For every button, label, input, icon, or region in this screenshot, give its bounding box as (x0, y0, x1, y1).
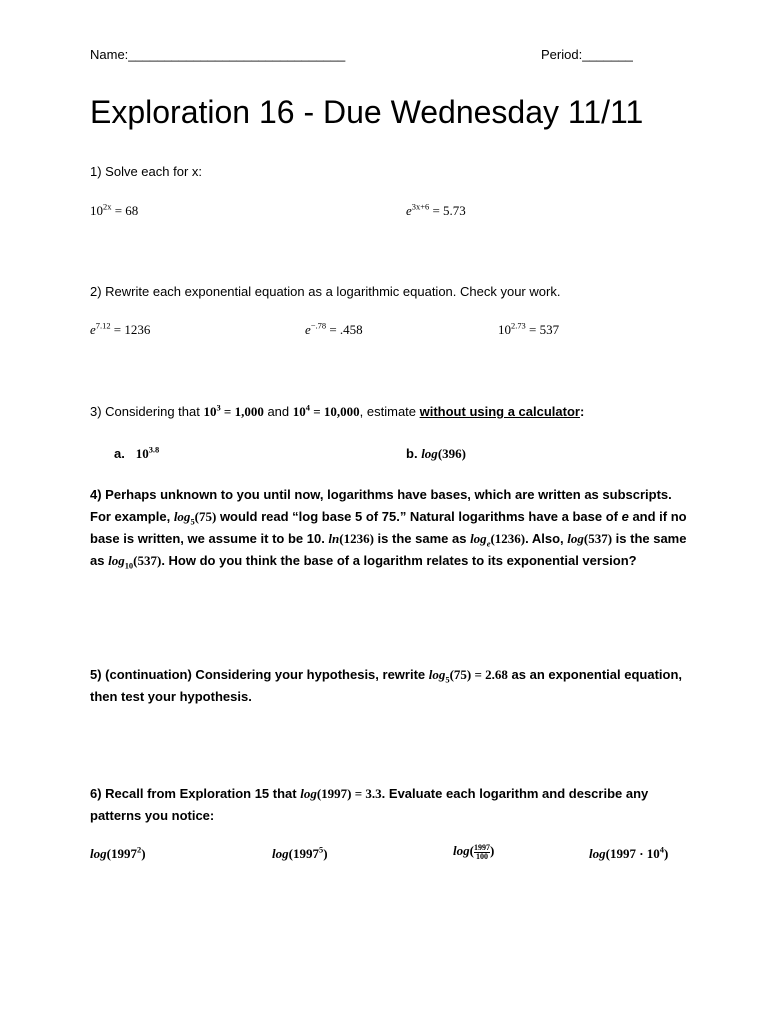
q3-part-a: a. $10^{3.8}$ (114, 444, 160, 461)
q4-paragraph: 4) Perhaps unknown to you until now, logarithms have bases, which are written as subscripts. For example, $\log_5(75)$ would read “log base 5 of 75.” Natural logarithms have a base of e and if no base is written, we assume it to be 10. ln(1236) is the same as $\log_e(1236)$. Also, log(537) is the same as $\log_{10}(537)$. How do you think the base of a logarithm relates to its exponential version? (90, 487, 687, 571)
q2-prompt: 2) Rewrite each exponential equation as a logarithmic equation. Check your work. (90, 284, 561, 299)
q5-paragraph: 5) (continuation) Considering your hypothesis, rewrite $\log_5(75) = 2.68$ as an exponential equation, then test your hypothesis. (90, 667, 683, 704)
q1-prompt: 1) Solve each for x: (90, 164, 202, 179)
fraction: $\frac{1997}{100}$ (473, 842, 490, 861)
q2-equation-c: $10^{2.73} = 537$ (498, 320, 560, 337)
q2-equation-a: $e^{7.12} = 1236$ (90, 320, 151, 337)
q3-part-b: b. log(396) (406, 446, 466, 461)
page-title: Exploration 16 - Due Wednesday 11/11 (90, 94, 644, 130)
q6-expression-b: log(1997$^5$) (272, 844, 328, 861)
q3-prompt: 3) Considering that $10^3 = 1,000$ and $10^4 = 10,000$, estimate without using a calculator: (90, 402, 585, 419)
name-field-label: Name:______________________________ (90, 47, 346, 62)
q6-expression-c: log( $\frac{1997}{100}$ ) (453, 842, 495, 861)
period-field-label: Period:_______ (541, 47, 633, 62)
q1-equation-b: $e^{3x+6} = 5.73$ (406, 201, 466, 218)
q6-expression-a: log(1997$^2$) (90, 844, 146, 861)
q6-paragraph: 6) Recall from Exploration 15 that log(1997) = 3.3. Evaluate each logarithm and describe any patterns you notice: (90, 786, 649, 823)
no-calculator-emphasis: without using a calculator (419, 404, 580, 419)
q1-equation-a: $10^{2x} = 68$ (90, 201, 139, 218)
q2-equation-b: $e^{-.78} = .458$ (305, 320, 363, 337)
q6-expression-d: $\log(1997 \cdot 10^4)$ (589, 844, 669, 861)
